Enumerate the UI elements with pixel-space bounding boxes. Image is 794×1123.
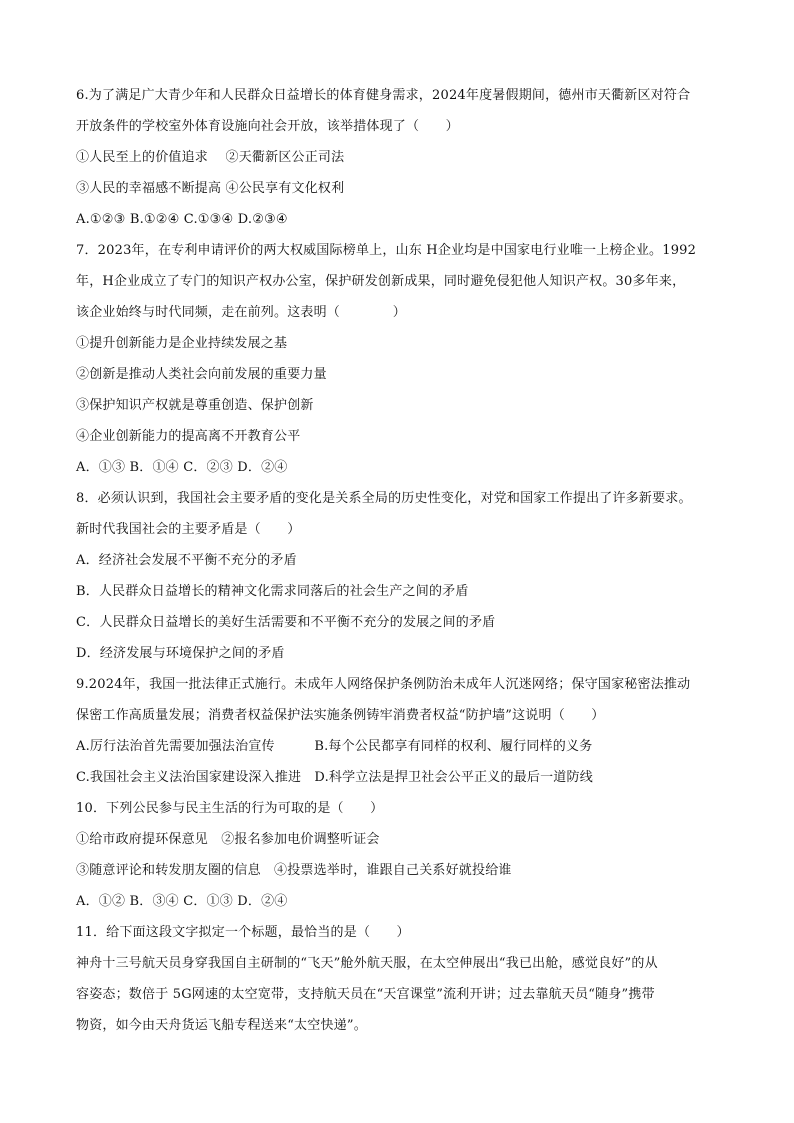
question-7-statement-3: ③保护知识产权就是尊重创造、保护创新 (76, 398, 314, 413)
question-11-passage-line-3: 物资，如今由天舟货运飞船专程送来“太空快递”。 (76, 1018, 367, 1033)
question-6-options: A.①②③ B.①②④ C.①③④ D.②③④ (76, 212, 288, 227)
question-11 (76, 917, 726, 1041)
question-10 (76, 793, 726, 917)
question-9-options-a-b: A.厉行法治首先需要加强法治宣传 B.每个公民都享有同样的权利、履行同样的义务 (76, 739, 593, 754)
question-7-stem-line-3: 该企业始终与时代同频，走在前列。这表明（ ） (76, 305, 407, 320)
question-7-statement-4: ④企业创新能力的提高离不开教育公平 (76, 429, 301, 444)
question-6 (76, 80, 726, 235)
question-7-statement-2: ②创新是推动人类社会向前发展的重要力量 (76, 367, 327, 382)
question-8-option-d: D．经济发展与环境保护之间的矛盾 (76, 646, 285, 661)
question-8-option-a: A．经济社会发展不平衡不充分的矛盾 (76, 553, 297, 568)
question-7-statement-1: ①提升创新能力是企业持续发展之基 (76, 336, 288, 351)
question-7 (76, 235, 726, 483)
question-7-stem-line-1: 7．2023年，在专利申请评价的两大权威国际榜单上，山东 H企业均是中国家电行业唯一上榜企业。1992 (76, 243, 697, 258)
question-8-stem-line-1: 8．必须认识到，我国社会主要矛盾的变化是关系全局的历史性变化，对党和国家工作提出了许多新要求。 (76, 491, 692, 506)
question-11-passage-line-1: 神舟十三号航天员身穿我国自主研制的“飞天”舱外航天服，在太空伸展出“我已出舱，感觉良好”的从 (76, 956, 658, 971)
question-11-stem: 11．给下面这段文字拟定一个标题，最恰当的是（ ） (76, 925, 410, 940)
question-8 (76, 483, 726, 669)
question-10-statements-1-2: ①给市政府提环保意见 ②报名参加电价调整听证会 (76, 832, 380, 847)
question-8-stem-line-2: 新时代我国社会的主要矛盾是（ ） (76, 522, 301, 537)
question-9-stem-line-2: 保密工作高质量发展；消费者权益保护法实施条例铸牢消费者权益“防护墙”这说明（ ） (76, 708, 605, 723)
question-8-option-b: B．人民群众日益增长的精神文化需求同落后的社会生产之间的矛盾 (76, 584, 469, 599)
question-6-stem-line-2: 开放条件的学校室外体育设施向社会开放，该举措体现了（ ） (76, 119, 459, 134)
question-9-stem-line-1: 9.2024年，我国一批法律正式施行。未成年人网络保护条例防治未成年人沉迷网络；保守国家秘密法推动 (76, 677, 691, 692)
question-10-stem: 10．下列公民参与民主生活的行为可取的是（ ） (76, 801, 384, 816)
question-10-options: A．①② B．③④ C．①③ D．②④ (76, 894, 288, 909)
question-7-options: A．①③ B．①④ C．②③ D．②④ (76, 460, 288, 475)
question-7-stem-line-2: 年，H企业成立了专门的知识产权办公室，保护研发创新成果，同时避免侵犯他人知识产权。30多年来， (76, 274, 686, 289)
question-10-statements-3-4: ③随意评论和转发朋友圈的信息 ④投票选举时，谁跟自己关系好就投给谁 (76, 863, 512, 878)
question-6-statements-3-4: ③人民的幸福感不断提高 ④公民享有文化权利 (76, 181, 345, 196)
question-6-statements-1-2: ①人民至上的价值追求 ②天衢新区公正司法 (76, 150, 345, 165)
question-9-options-c-d: C.我国社会主义法治国家建设深入推进 D.科学立法是捍卫社会公平正义的最后一道防线 (76, 770, 593, 785)
question-8-option-c: C．人民群众日益增长的美好生活需要和不平衡不充分的发展之间的矛盾 (76, 615, 496, 630)
question-6-stem-line-1: 6.为了满足广大青少年和人民群众日益增长的体育健身需求，2024年度暑假期间，德州市天衢新区对符合 (76, 88, 691, 103)
question-11-passage-line-2: 容姿态；数倍于 5G网速的太空宽带，支持航天员在“天宫课堂”流利开讲；过去靠航天员“随身”携带 (76, 987, 655, 1002)
question-9 (76, 669, 726, 793)
exam-page (76, 80, 726, 1041)
